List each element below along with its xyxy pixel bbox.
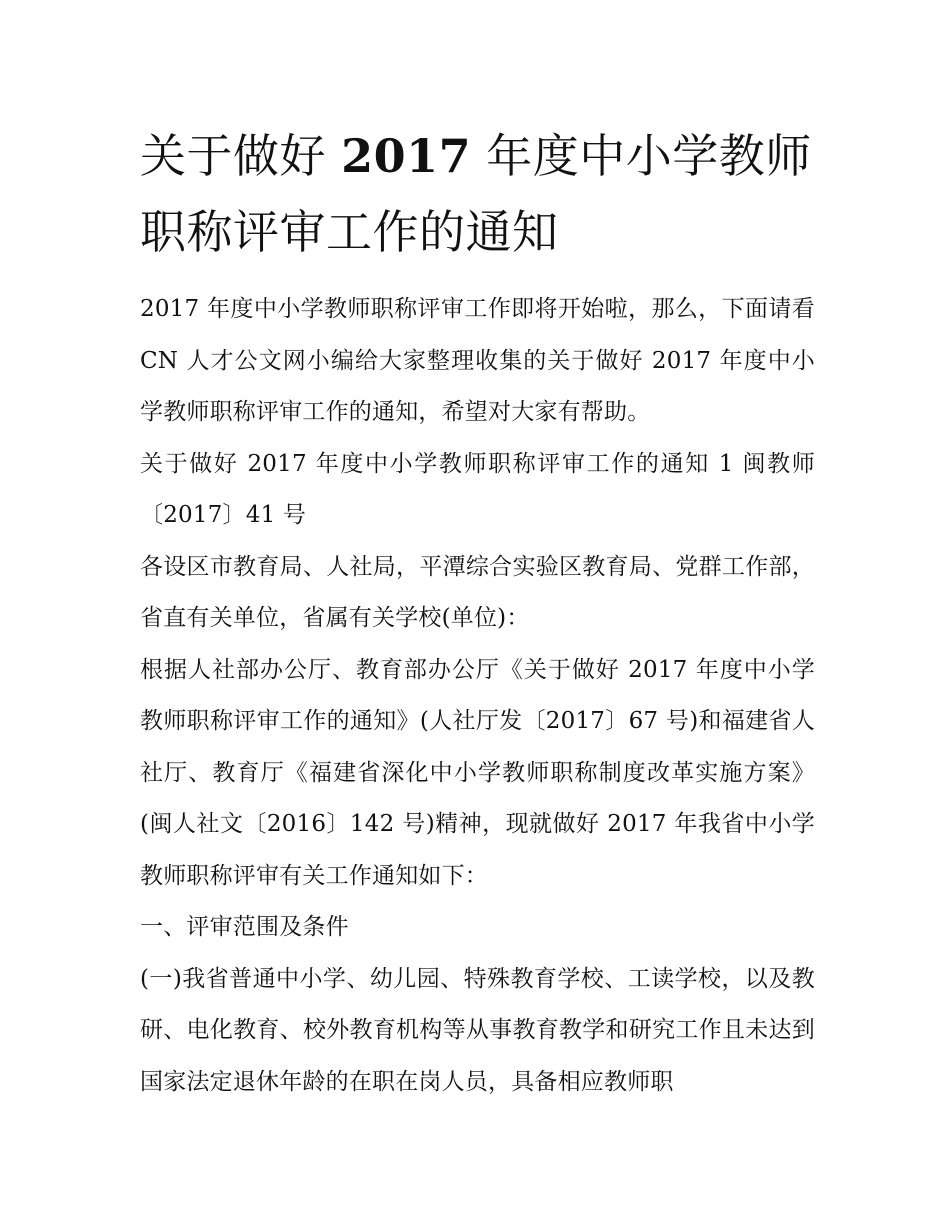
- section-heading-1: 一、评审范围及条件: [140, 914, 349, 940]
- document-title: [140, 118, 815, 270]
- document-page: [140, 118, 815, 1108]
- title-part-2: 年度中小学教师职称评审工作的通知: [140, 129, 812, 259]
- intro-paragraph: 2017 年度中小学教师职称评审工作即将开始啦，那么，下面请看 CN 人才公文网小编给大家整理收集的关于做好 2017 年度中小学教师职称评审工作的通知，希望对大家有帮助。: [140, 296, 815, 425]
- section-1-item-1: (一)我省普通中小学、幼儿园、特殊教育学校、工读学校，以及教研、电化教育、校外教育机构等从事教育教学和研究工作且未达到国家法定退休年龄的在职在岗人员，具备相应教师职: [140, 965, 815, 1095]
- addressees-paragraph: 各设区市教育局、人社局，平潭综合实验区教育局、党群工作部，省直有关单位，省属有关学校(单位)：: [140, 553, 815, 631]
- title-year: 2017: [341, 129, 472, 183]
- title-part-1: 关于做好: [140, 129, 326, 183]
- notice-reference: 关于做好 2017 年度中小学教师职称评审工作的通知 1 闽教师〔2017〕41 号: [140, 450, 815, 528]
- basis-paragraph: 根据人社部办公厅、教育部办公厅《关于做好 2017 年度中小学教师职称评审工作的通知》(人社厅发〔2017〕67 号)和福建省人社厅、教育厅《福建省深化中小学教师职称制度改革实施方案》(闽人社文〔2016〕142 号)精神，现就做好 2017 年我省中小学教师职称评审有关工作通知如下：: [140, 656, 815, 889]
